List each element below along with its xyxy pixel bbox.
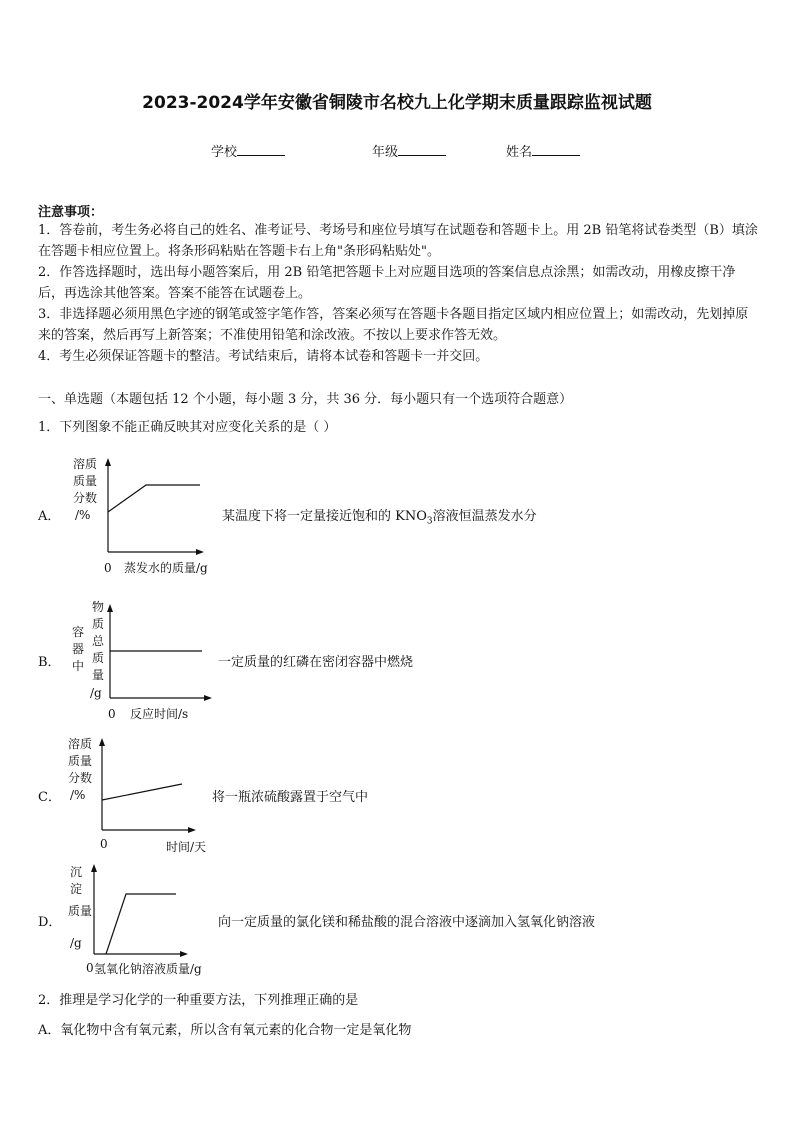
question-1-stem: 1．下列图象不能正确反映其对应变化关系的是（ ） bbox=[38, 420, 337, 435]
option-b-desc: 一定质量的红磷在密闭容器中燃烧 bbox=[218, 655, 414, 670]
y-label-char: 容 bbox=[72, 625, 85, 639]
y-label-line: 质量 bbox=[68, 904, 93, 918]
curve bbox=[102, 784, 182, 800]
y-label-line: 分数 bbox=[73, 491, 98, 505]
y-label-line: 溶质 bbox=[68, 737, 93, 751]
x-axis-arrow bbox=[180, 951, 188, 957]
school-label: 学校 bbox=[211, 145, 238, 160]
grade-blank[interactable] bbox=[398, 143, 446, 156]
y-axis-arrow bbox=[107, 604, 113, 612]
x-axis-label: 反应时间/s bbox=[130, 707, 189, 721]
y-label-line: 质量 bbox=[73, 474, 98, 488]
option-c-graph bbox=[60, 730, 230, 860]
x-axis-label: 蒸发水的质量/g bbox=[124, 561, 208, 575]
option-a-label: A． bbox=[38, 509, 61, 524]
origin-label: 0 bbox=[100, 837, 108, 851]
option-b-label: B． bbox=[38, 655, 61, 670]
option-d-graph bbox=[60, 858, 240, 983]
y-label-line: 质量 bbox=[68, 754, 93, 768]
notes-list bbox=[38, 220, 760, 367]
curve bbox=[106, 894, 176, 954]
grade-field bbox=[372, 141, 446, 160]
x-axis-label: 时间/天 bbox=[166, 840, 207, 854]
note-item: 3．非选择题必须用黑色字迹的钢笔或签字笔作答，答案必须写在答题卡各题目指定区域内相应位置上；如需改动，先划掉原来的答案，然后再写上新答案；不准使用铅笔和涂改液。不按以上要求作答无效。 bbox=[38, 307, 749, 343]
option-a-graph bbox=[60, 450, 230, 580]
y-label-line: /g bbox=[70, 936, 82, 950]
desc-text: 某温度下将一定量接近饱和的 KNO bbox=[222, 509, 427, 524]
name-field bbox=[506, 141, 580, 160]
name-label: 姓名 bbox=[506, 145, 533, 160]
y-axis-arrow bbox=[91, 864, 97, 872]
school-blank[interactable] bbox=[237, 143, 285, 156]
x-axis-arrow bbox=[188, 827, 196, 833]
section-title: 一、单选题（本题包括 12 个小题，每小题 3 分，共 36 分．每小题只有一个选项符合题意） bbox=[38, 392, 573, 407]
option-c-desc: 将一瓶浓硫酸露置于空气中 bbox=[212, 790, 369, 805]
y-label-line: /% bbox=[70, 788, 86, 802]
y-label-line: /% bbox=[75, 508, 91, 522]
y-label-char: 总 bbox=[92, 634, 105, 648]
question-2-stem: 2．推理是学习化学的一种重要方法，下列推理正确的是 bbox=[38, 993, 359, 1008]
y-label-char: 质 bbox=[92, 617, 105, 631]
origin-label: 0 bbox=[86, 961, 94, 975]
name-blank[interactable] bbox=[532, 143, 580, 156]
note-item: 4．考生必须保证答题卡的整洁。考试结束后，请将本试卷和答题卡一并交回。 bbox=[38, 349, 489, 364]
exam-title: 2023-2024学年安徽省铜陵市名校九上化学期末质量跟踪监视试题 bbox=[142, 93, 652, 113]
desc-subscript: 3 bbox=[426, 516, 433, 527]
school-field bbox=[211, 141, 285, 160]
x-axis-arrow bbox=[204, 695, 212, 701]
origin-label: 0 bbox=[104, 561, 112, 575]
y-label-char: /g bbox=[90, 686, 102, 700]
origin-label: 0 bbox=[108, 707, 116, 721]
x-axis-label: 氢氧化钠溶液质量/g bbox=[94, 962, 202, 976]
note-item: 1．答卷前，考生务必将自己的姓名、准考证号、考场号和座位号填写在试题卷和答题卡上。用 2B 铅笔将试卷类型（B）填涂在答题卡相应位置上。将条形码粘贴在答题卡右上角"条形码粘贴处"。 bbox=[38, 223, 758, 259]
y-label-char: 中 bbox=[72, 659, 85, 673]
y-axis-arrow bbox=[99, 738, 105, 746]
y-label-char: 质 bbox=[92, 651, 105, 665]
option-c-label: C． bbox=[38, 790, 61, 805]
desc-text: 溶液恒温蒸发水分 bbox=[432, 509, 537, 524]
note-item: 2．作答选择题时，选出每小题答案后，用 2B 铅笔把答题卡上对应题目选项的答案信息点涂黑；如需改动，用橡皮擦干净后，再选涂其他答案。答案不能答在试题卷上。 bbox=[38, 265, 736, 301]
y-label-line: 溶质 bbox=[73, 457, 98, 471]
y-axis-arrow bbox=[105, 458, 111, 466]
option-b-graph bbox=[60, 596, 230, 724]
y-label-line: 沉 bbox=[70, 865, 83, 879]
y-label-line: 淀 bbox=[70, 882, 83, 896]
y-label-char: 物 bbox=[92, 600, 105, 614]
y-label-char: 量 bbox=[92, 668, 105, 682]
x-axis-arrow bbox=[196, 549, 204, 555]
curve bbox=[108, 485, 200, 512]
question-2-option-a: A．氧化物中含有氧元素，所以含有氧元素的化合物一定是氧化物 bbox=[38, 1023, 412, 1038]
y-label-char: 器 bbox=[72, 642, 85, 656]
grade-label: 年级 bbox=[372, 145, 399, 160]
option-d-desc: 向一定质量的氯化镁和稀盐酸的混合溶液中逐滴加入氢氧化钠溶液 bbox=[218, 915, 596, 930]
option-d-label: D． bbox=[38, 915, 62, 930]
option-a-desc bbox=[222, 505, 537, 527]
y-label-line: 分数 bbox=[68, 771, 93, 785]
notes-title: 注意事项： bbox=[38, 205, 104, 220]
